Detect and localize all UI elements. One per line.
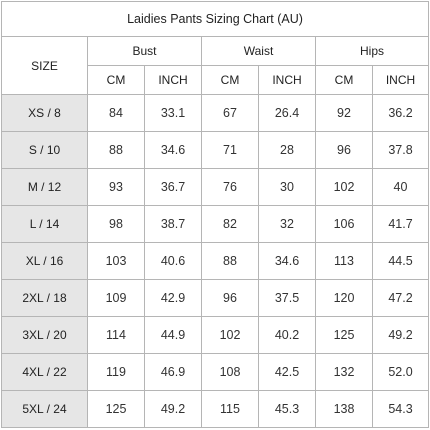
hips-cm-cell: 138 (316, 391, 373, 428)
hips-cm-cell: 120 (316, 280, 373, 317)
waist-inch-header: INCH (259, 66, 316, 95)
bust-inch-cell: 34.6 (145, 132, 202, 169)
chart-title: Laidies Pants Sizing Chart (AU) (2, 2, 429, 37)
hips-cm-cell: 102 (316, 169, 373, 206)
waist-cm-cell: 76 (202, 169, 259, 206)
waist-inch-cell: 26.4 (259, 95, 316, 132)
bust-cm-cell: 98 (88, 206, 145, 243)
bust-inch-cell: 46.9 (145, 354, 202, 391)
waist-inch-cell: 28 (259, 132, 316, 169)
hips-header: Hips (316, 37, 429, 66)
size-label: XL / 16 (2, 243, 88, 280)
bust-cm-cell: 125 (88, 391, 145, 428)
bust-inch-cell: 42.9 (145, 280, 202, 317)
bust-inch-cell: 44.9 (145, 317, 202, 354)
bust-cm-cell: 93 (88, 169, 145, 206)
waist-cm-cell: 71 (202, 132, 259, 169)
hips-inch-cell: 36.2 (373, 95, 429, 132)
waist-inch-cell: 37.5 (259, 280, 316, 317)
size-label: XS / 8 (2, 95, 88, 132)
size-label: M / 12 (2, 169, 88, 206)
sizing-chart-table (1, 1, 429, 428)
bust-inch-header: INCH (145, 66, 202, 95)
bust-inch-cell: 38.7 (145, 206, 202, 243)
hips-cm-cell: 132 (316, 354, 373, 391)
hips-inch-cell: 41.7 (373, 206, 429, 243)
title-row (2, 2, 429, 37)
waist-cm-cell: 102 (202, 317, 259, 354)
table-row (2, 391, 429, 428)
size-label: 5XL / 24 (2, 391, 88, 428)
size-label: 2XL / 18 (2, 280, 88, 317)
bust-cm-cell: 84 (88, 95, 145, 132)
hips-inch-cell: 40 (373, 169, 429, 206)
hips-inch-cell: 54.3 (373, 391, 429, 428)
table-row (2, 169, 429, 206)
hips-cm-cell: 113 (316, 243, 373, 280)
hips-inch-cell: 37.8 (373, 132, 429, 169)
waist-inch-cell: 32 (259, 206, 316, 243)
waist-cm-cell: 115 (202, 391, 259, 428)
bust-header: Bust (88, 37, 202, 66)
hips-inch-cell: 47.2 (373, 280, 429, 317)
size-column-header: SIZE (2, 37, 88, 95)
bust-inch-cell: 36.7 (145, 169, 202, 206)
hips-cm-cell: 96 (316, 132, 373, 169)
group-header-row (2, 37, 429, 66)
bust-inch-cell: 40.6 (145, 243, 202, 280)
size-label: S / 10 (2, 132, 88, 169)
bust-cm-cell: 88 (88, 132, 145, 169)
bust-cm-cell: 119 (88, 354, 145, 391)
sizing-chart-body (2, 2, 429, 428)
hips-cm-cell: 125 (316, 317, 373, 354)
table-row (2, 95, 429, 132)
waist-inch-cell: 42.5 (259, 354, 316, 391)
table-row (2, 206, 429, 243)
bust-cm-header: CM (88, 66, 145, 95)
bust-inch-cell: 49.2 (145, 391, 202, 428)
hips-inch-header: INCH (373, 66, 429, 95)
waist-inch-cell: 30 (259, 169, 316, 206)
size-label: L / 14 (2, 206, 88, 243)
waist-inch-cell: 34.6 (259, 243, 316, 280)
bust-inch-cell: 33.1 (145, 95, 202, 132)
waist-inch-cell: 45.3 (259, 391, 316, 428)
hips-inch-cell: 52.0 (373, 354, 429, 391)
bust-cm-cell: 109 (88, 280, 145, 317)
hips-inch-cell: 44.5 (373, 243, 429, 280)
hips-cm-header: CM (316, 66, 373, 95)
bust-cm-cell: 103 (88, 243, 145, 280)
table-row (2, 354, 429, 391)
bust-cm-cell: 114 (88, 317, 145, 354)
hips-inch-cell: 49.2 (373, 317, 429, 354)
table-row (2, 132, 429, 169)
size-label: 3XL / 20 (2, 317, 88, 354)
waist-header: Waist (202, 37, 316, 66)
size-label: 4XL / 22 (2, 354, 88, 391)
waist-cm-cell: 108 (202, 354, 259, 391)
waist-cm-cell: 82 (202, 206, 259, 243)
table-row (2, 280, 429, 317)
waist-cm-header: CM (202, 66, 259, 95)
waist-cm-cell: 67 (202, 95, 259, 132)
waist-cm-cell: 96 (202, 280, 259, 317)
table-row (2, 243, 429, 280)
hips-cm-cell: 106 (316, 206, 373, 243)
hips-cm-cell: 92 (316, 95, 373, 132)
table-row (2, 317, 429, 354)
waist-cm-cell: 88 (202, 243, 259, 280)
waist-inch-cell: 40.2 (259, 317, 316, 354)
